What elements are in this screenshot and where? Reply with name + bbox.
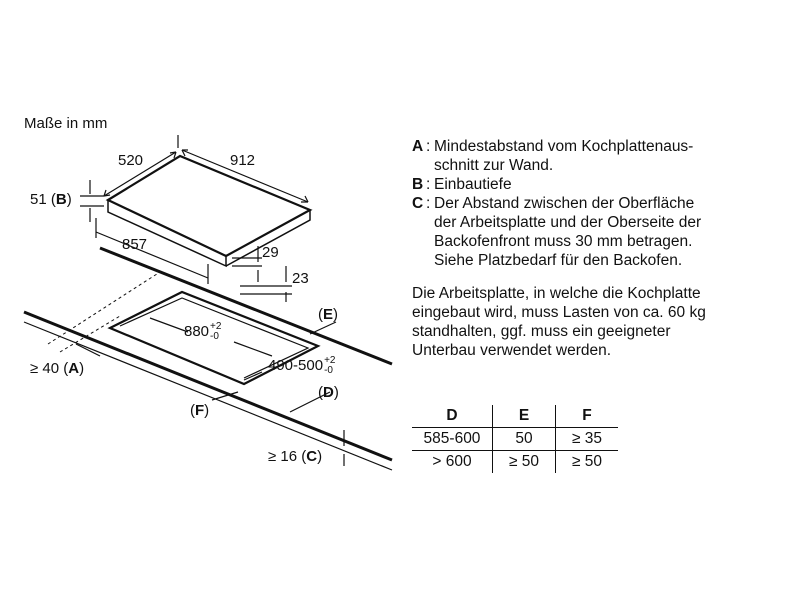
table-row bbox=[412, 428, 618, 451]
legend-A-line2: schnitt zur Wand. bbox=[434, 157, 554, 174]
legend-text-C bbox=[434, 194, 701, 270]
legend-C-line2: der Arbeitsplatte und der Oberseite der bbox=[434, 214, 702, 231]
legend-C-line4: Siehe Platzbedarf für den Backofen. bbox=[434, 252, 683, 269]
legend-key-C: C bbox=[412, 195, 424, 212]
cut-depth-label bbox=[268, 356, 335, 376]
table-row bbox=[412, 451, 618, 474]
legend-C-line3: Backofenfront muss 30 mm betragen. bbox=[434, 233, 693, 250]
dim-C-label: ≥ 16 (C) bbox=[268, 448, 323, 465]
table-header-D: D bbox=[412, 405, 493, 428]
table-header-E: E bbox=[493, 405, 556, 428]
dim-29-label: 29 bbox=[262, 244, 279, 261]
legend bbox=[412, 137, 772, 270]
dim-E-label: (E) bbox=[318, 306, 339, 323]
load-note-line3: standhalten, ggf. muss ein geeigneter bbox=[412, 323, 671, 340]
dim-A-prefix: ≥ 40 bbox=[30, 360, 60, 377]
dim-912-label: 912 bbox=[230, 152, 256, 169]
dim-51-label: 51 (B) bbox=[30, 191, 72, 208]
cut-width-value: 880 bbox=[184, 322, 210, 340]
table-cell: 50 bbox=[493, 428, 556, 451]
table-cell: ≥ 35 bbox=[556, 428, 619, 451]
dim-C-prefix: ≥ 16 bbox=[268, 448, 298, 465]
table-cell: ≥ 50 bbox=[493, 451, 556, 474]
legend-text-B: Einbautiefe bbox=[434, 176, 512, 193]
legend-A-line1: Mindestabstand vom Kochplattenaus- bbox=[434, 138, 694, 155]
legend-key-B: B bbox=[412, 176, 424, 193]
dim-857-label: 857 bbox=[122, 236, 148, 253]
cut-width-tol-minus: -0 bbox=[210, 331, 219, 342]
dim-23-label: 23 bbox=[292, 270, 309, 287]
cut-width-label bbox=[184, 322, 221, 342]
cut-depth-value: 490-500 bbox=[268, 356, 324, 374]
dim-520-label: 520 bbox=[118, 152, 144, 169]
dim-A-label: ≥ 40 (A) bbox=[30, 360, 85, 377]
load-note-line2: eingebaut wird, muss Lasten von ca. 60 kg bbox=[412, 304, 706, 321]
dim-line-E bbox=[310, 322, 336, 334]
legend-item-A: A : Mindestabstand vom Kochplattenaus- schnitt zur Wand. bbox=[412, 138, 694, 174]
dim-F-label: (F) bbox=[190, 402, 210, 419]
dim-D-label: (D) bbox=[318, 384, 339, 401]
table-cell: 585-600 bbox=[412, 428, 493, 451]
cooktop-front-edge bbox=[108, 200, 226, 266]
dim-F-letter: F bbox=[195, 402, 205, 419]
legend-item-B: B : Einbautiefe bbox=[412, 176, 512, 193]
cut-width-tol-plus: +2 bbox=[210, 321, 222, 332]
units-label: Maße in mm bbox=[24, 115, 108, 132]
load-note-line1: Die Arbeitsplatte, in welche die Kochplatte bbox=[412, 285, 701, 302]
table-header-F: F bbox=[556, 405, 619, 428]
dimension-table bbox=[412, 405, 618, 473]
dim-51-value: 51 bbox=[30, 191, 47, 208]
table-cell: > 600 bbox=[432, 453, 472, 470]
guide-dashed-1 bbox=[48, 272, 160, 344]
table-header-row bbox=[412, 405, 618, 428]
dim-B-letter: B bbox=[55, 191, 67, 208]
cut-depth-tol-plus: +2 bbox=[324, 355, 336, 366]
legend-text-A bbox=[434, 137, 693, 175]
legend-item-C: C : Der Abstand zwischen der Oberfläche der Arbeitsplatte und der Oberseite der Backofenfront muss 30 mm betragen. Siehe Platzbedarf für den Backofen. bbox=[412, 195, 702, 269]
dim-line-A bbox=[76, 344, 100, 356]
table-cell: ≥ 50 bbox=[556, 451, 619, 474]
legend-key-A: A bbox=[412, 138, 424, 155]
dim-E-letter: E bbox=[323, 306, 334, 323]
dim-D-letter: D bbox=[323, 384, 334, 401]
dim-A-letter: A bbox=[68, 360, 80, 377]
legend-C-line1: Der Abstand zwischen der Oberfläche bbox=[434, 195, 695, 212]
load-note bbox=[412, 284, 772, 360]
dim-C-letter: C bbox=[306, 448, 318, 465]
load-note-line4: Unterbau verwendet werden. bbox=[412, 342, 612, 359]
cut-depth-tol-minus: -0 bbox=[324, 365, 333, 376]
